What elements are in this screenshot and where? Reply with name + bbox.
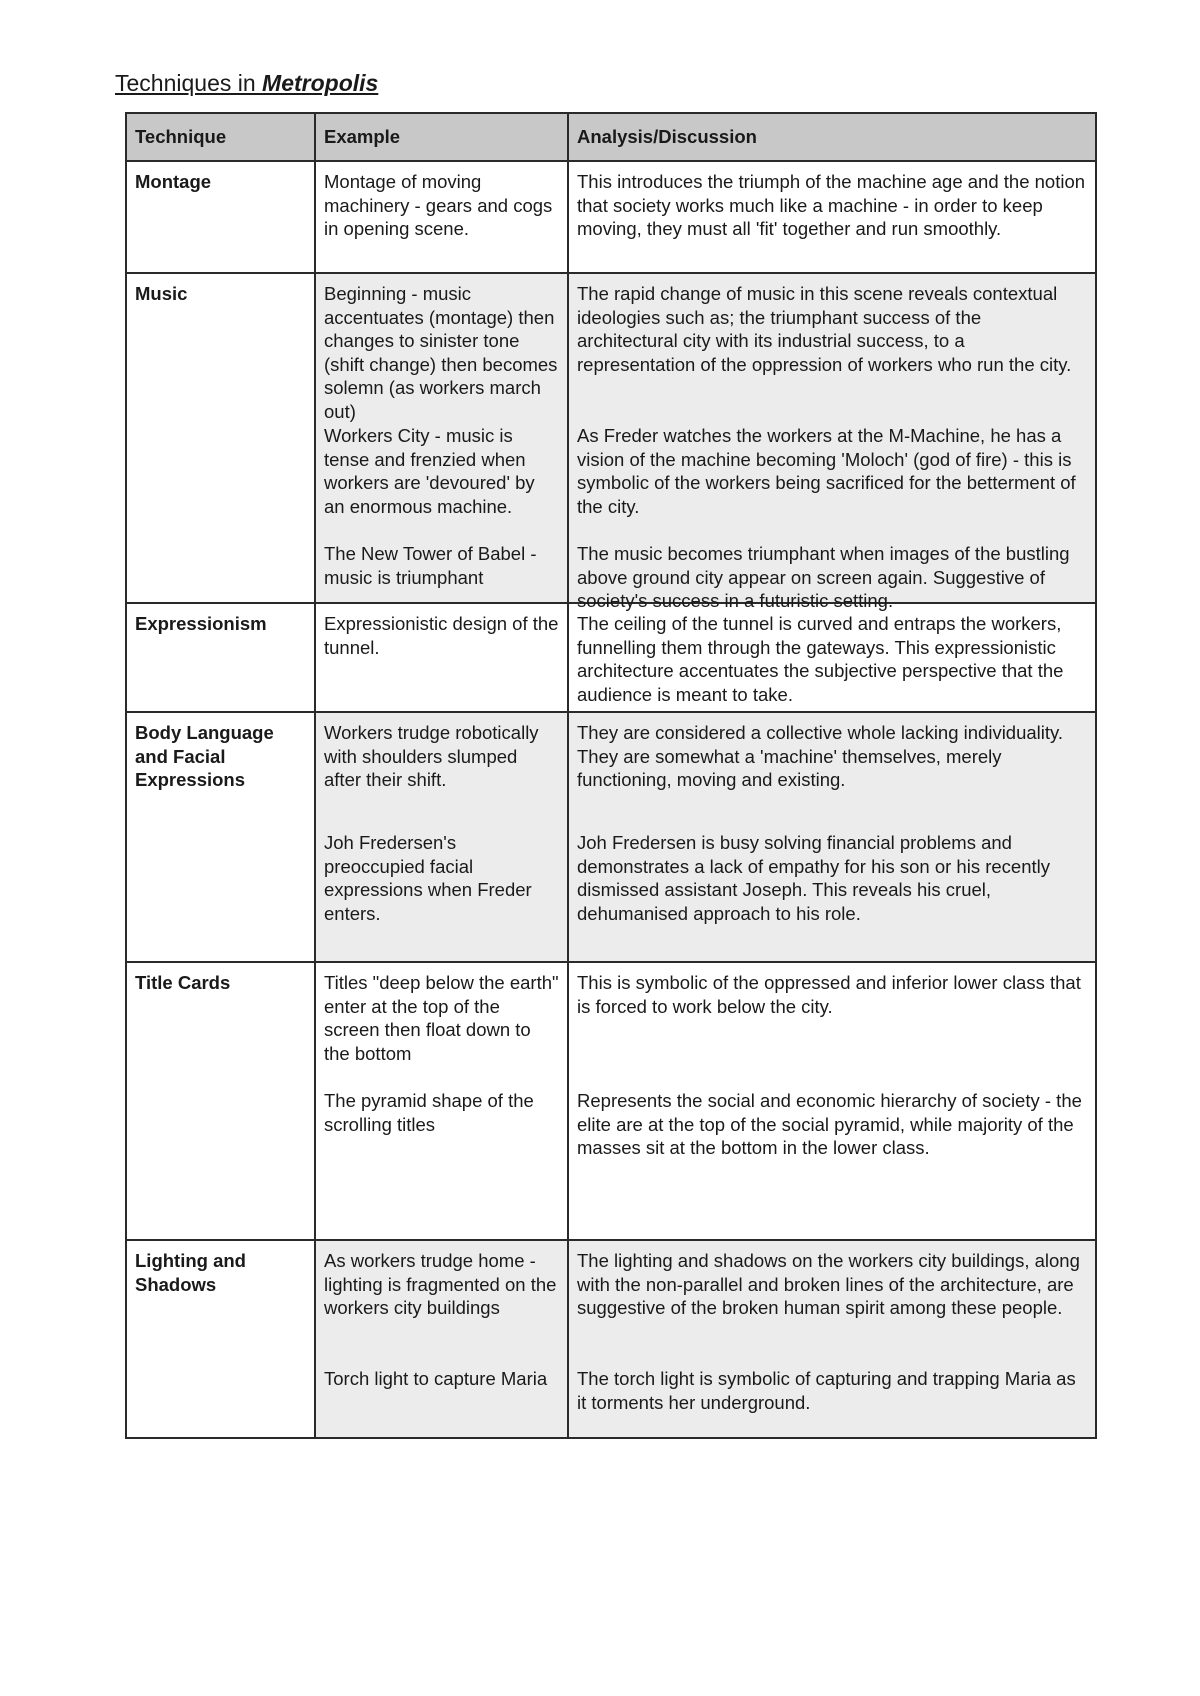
- analysis-text: The ceiling of the tunnel is curved and entraps the workers, funnelling them through the gateways. This expressionistic architecture accentuates the subjective perspective that the audience is meant to take.: [577, 613, 1064, 705]
- example-cell: [315, 712, 568, 962]
- example-cell: [315, 161, 568, 273]
- example-cell: [315, 962, 568, 1240]
- example-text: Beginning - music accentuates (montage) then changes to sinister tone (shift change) then becomes solemn (as workers march out): [324, 283, 558, 422]
- analysis-cell: [568, 273, 1096, 611]
- analysis-text: The lighting and shadows on the workers city buildings, along with the non-parallel and broken lines of the architecture, are suggestive of the broken human spirit among these people.: [577, 1250, 1080, 1318]
- example-text: Workers City - music is tense and frenzied when workers are 'devoured' by an enormous machine.: [324, 425, 535, 517]
- example-text: Joh Fredersen's preoccupied facial expressions when Freder enters.: [324, 832, 532, 924]
- example-cell: [315, 273, 568, 603]
- technique-cell: Body Language and Facial Expressions: [126, 712, 315, 962]
- example-text: Montage of moving machinery - gears and cogs in opening scene.: [324, 171, 553, 239]
- techniques-table: [125, 112, 1097, 1439]
- analysis-text: This introduces the triumph of the machine age and the notion that society works much like a machine - in order to keep moving, they must all 'fit' together and run smoothly.: [577, 171, 1086, 239]
- technique-cell: Title Cards: [126, 962, 315, 1240]
- table-header-row: [126, 113, 1096, 161]
- header-analysis: Analysis/Discussion: [568, 113, 1096, 161]
- title-prefix: Techniques in: [115, 70, 263, 96]
- analysis-text: The rapid change of music in this scene reveals contextual ideologies such as; the triumphant success of the architectural city with its industrial success, to a representation of the oppression of workers who run the city.: [577, 283, 1072, 375]
- table-row: [126, 161, 1096, 273]
- example-cell: [315, 603, 568, 712]
- table-row: [126, 712, 1096, 962]
- analysis-cell: [568, 1240, 1096, 1438]
- analysis-cell: [568, 603, 1096, 712]
- analysis-text: The music becomes triumphant when images of the bustling above ground city appear on screen again. Suggestive of society's success in a futuristic setting.: [577, 543, 1070, 611]
- table-row: [126, 1240, 1096, 1438]
- example-text: The pyramid shape of the scrolling titles: [324, 1090, 534, 1135]
- table-row: [126, 962, 1096, 1240]
- analysis-text: Joh Fredersen is busy solving financial problems and demonstrates a lack of empathy for his son or his recently dismissed assistant Joseph. This reveals his cruel, dehumanised approach to his role.: [577, 832, 1050, 924]
- table-row: [126, 603, 1096, 712]
- example-text: Titles "deep below the earth" enter at the top of the screen then float down to the bottom: [324, 972, 559, 1064]
- analysis-text: The torch light is symbolic of capturing and trapping Maria as it torments her underground.: [577, 1368, 1076, 1413]
- example-text: The New Tower of Babel - music is triumphant: [324, 543, 537, 588]
- title-film: Metropolis: [262, 70, 379, 96]
- technique-cell: Lighting and Shadows: [126, 1240, 315, 1438]
- technique-cell: Expressionism: [126, 603, 315, 712]
- analysis-cell: [568, 962, 1096, 1240]
- example-text: Torch light to capture Maria: [324, 1368, 548, 1389]
- analysis-cell: [568, 712, 1096, 962]
- table-row: [126, 273, 1096, 603]
- example-text: Workers trudge robotically with shoulders slumped after their shift.: [324, 722, 539, 790]
- example-cell: [315, 1240, 568, 1438]
- page-title: [115, 70, 378, 97]
- analysis-cell: [568, 161, 1096, 273]
- analysis-text: This is symbolic of the oppressed and inferior lower class that is forced to work below the city.: [577, 972, 1081, 1017]
- analysis-text: Represents the social and economic hierarchy of society - the elite are at the top of the social pyramid, while majority of the masses sit at the bottom in the lower class.: [577, 1090, 1082, 1158]
- example-text: Expressionistic design of the tunnel.: [324, 613, 559, 658]
- header-technique: Technique: [126, 113, 315, 161]
- analysis-text: They are considered a collective whole lacking individuality. They are somewhat a 'machine' themselves, merely functioning, moving and existing.: [577, 722, 1064, 790]
- technique-cell: Montage: [126, 161, 315, 273]
- example-text: As workers trudge home - lighting is fragmented on the workers city buildings: [324, 1250, 557, 1318]
- analysis-text: As Freder watches the workers at the M-Machine, he has a vision of the machine becoming 'Moloch' (god of fire) - this is symbolic of the workers being sacrificed for the betterment of the city.: [577, 425, 1076, 517]
- header-example: Example: [315, 113, 568, 161]
- technique-cell: Music: [126, 273, 315, 603]
